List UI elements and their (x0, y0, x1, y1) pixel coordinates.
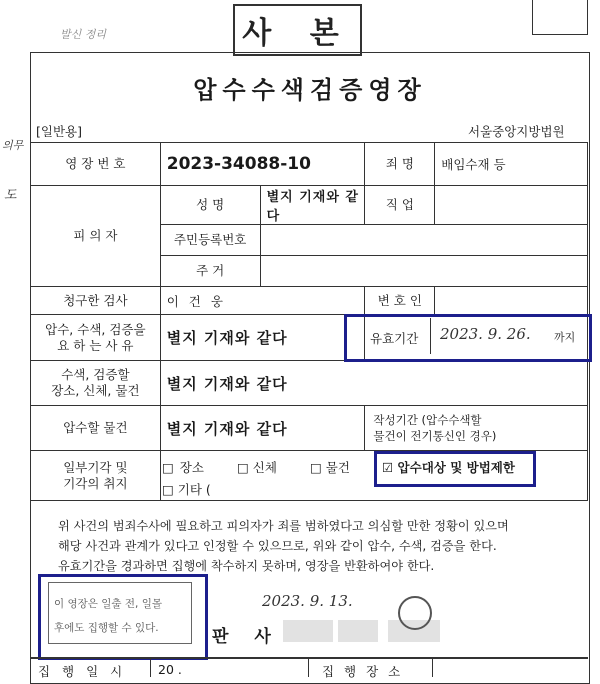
exec-divider-1 (150, 657, 151, 677)
addr-label: 주 거 (160, 256, 260, 287)
court-name: 서울중앙지방법원 (468, 124, 565, 139)
body-line-2: 해당 사건과 관계가 있다고 인정할 수 있으므로, 위와 같이 압수, 수색, 검증을 한다. (58, 539, 497, 553)
job-value (435, 186, 588, 225)
exec-divider-2 (308, 657, 309, 677)
side-handwriting-2: 도 (4, 188, 17, 203)
suspect-label: 피 의 자 (31, 186, 161, 287)
warrant-no-label: 영 장 번 호 (31, 143, 161, 186)
copy-stamp: 사 본 (233, 4, 362, 56)
name-value: 별지 기재와 같다 (260, 186, 365, 225)
seal-mark (398, 596, 432, 630)
validity-divider (430, 318, 431, 354)
validity-label: 유효기간 (370, 331, 419, 346)
validity-until: 까지 (554, 331, 576, 344)
body-paragraph (58, 516, 580, 576)
rrn-value (260, 225, 587, 256)
crime-label: 죄 명 (365, 143, 435, 186)
row-warrant-no (31, 143, 588, 186)
prosecutor-label: 청구한 검사 (31, 287, 161, 315)
addr-value (260, 256, 587, 287)
option-item: □ 물건 (310, 460, 350, 475)
prosecutor-value: 이 건 웅 (160, 287, 365, 315)
option-place: □ 장소 (162, 460, 204, 475)
document-title: 압수수색검증영장 (193, 76, 427, 104)
body-line-3: 유효기간을 경과하면 집행에 착수하지 못하며, 영장을 반환하여야 한다. (58, 559, 435, 573)
place-value: 별지 기재와 같다 (160, 361, 587, 406)
place-label: 수색, 검증할 장소, 신체, 물건 (31, 361, 161, 406)
partial-label: 일부기각 및 기각의 취지 (31, 451, 161, 501)
stamp-note: 이 영장은 일출 전, 일몰 후에도 집행할 수 있다. (54, 598, 162, 634)
exec-date-value: 20 . (158, 662, 182, 677)
job-label: 직 업 (365, 186, 435, 225)
judge-label: 판 사 (212, 627, 281, 647)
sign-date: 2023. 9. 13. (262, 592, 353, 610)
option-body: □ 신체 (237, 460, 277, 475)
seize-value: 별지 기재와 같다 (160, 406, 365, 451)
corner-box (532, 0, 588, 35)
redacted-name-1 (283, 620, 333, 642)
reason-label: 압수, 수색, 검증을 요 하 는 사 유 (31, 315, 161, 361)
option-other: □ 기타 ( (162, 482, 211, 497)
rrn-label: 주민등록번호 (160, 225, 260, 256)
seize-label: 압수할 물건 (31, 406, 161, 451)
side-handwriting: 의무 (2, 139, 24, 152)
lawyer-label: 변 호 인 (365, 287, 435, 315)
name-label: 성 명 (160, 186, 260, 225)
lawyer-value (435, 287, 588, 315)
reason-value: 별지 기재와 같다 (160, 315, 365, 361)
period-label: 작성기간 (압수수색할 물건이 전기통신인 경우) (365, 406, 588, 451)
warrant-no: 2023-34088-10 (160, 143, 365, 186)
handwritten-note: 발신 정리 (60, 28, 107, 41)
option-checked: ☑ 압수대상 및 방법제한 (382, 460, 515, 475)
exec-date-label: 집 행 일 시 (38, 664, 127, 679)
redacted-name-2 (338, 620, 378, 642)
crime-value: 배임수재 등 (435, 143, 588, 186)
validity-date: 2023. 9. 26. (440, 325, 531, 343)
category-label: [일반용] (36, 124, 82, 139)
exec-place-label: 집 행 장 소 (322, 664, 404, 679)
exec-divider-3 (432, 657, 433, 677)
body-line-1: 위 사건의 범죄수사에 필요하고 피의자가 죄를 범하였다고 의심할 만한 정황이 있으며 (58, 519, 509, 533)
